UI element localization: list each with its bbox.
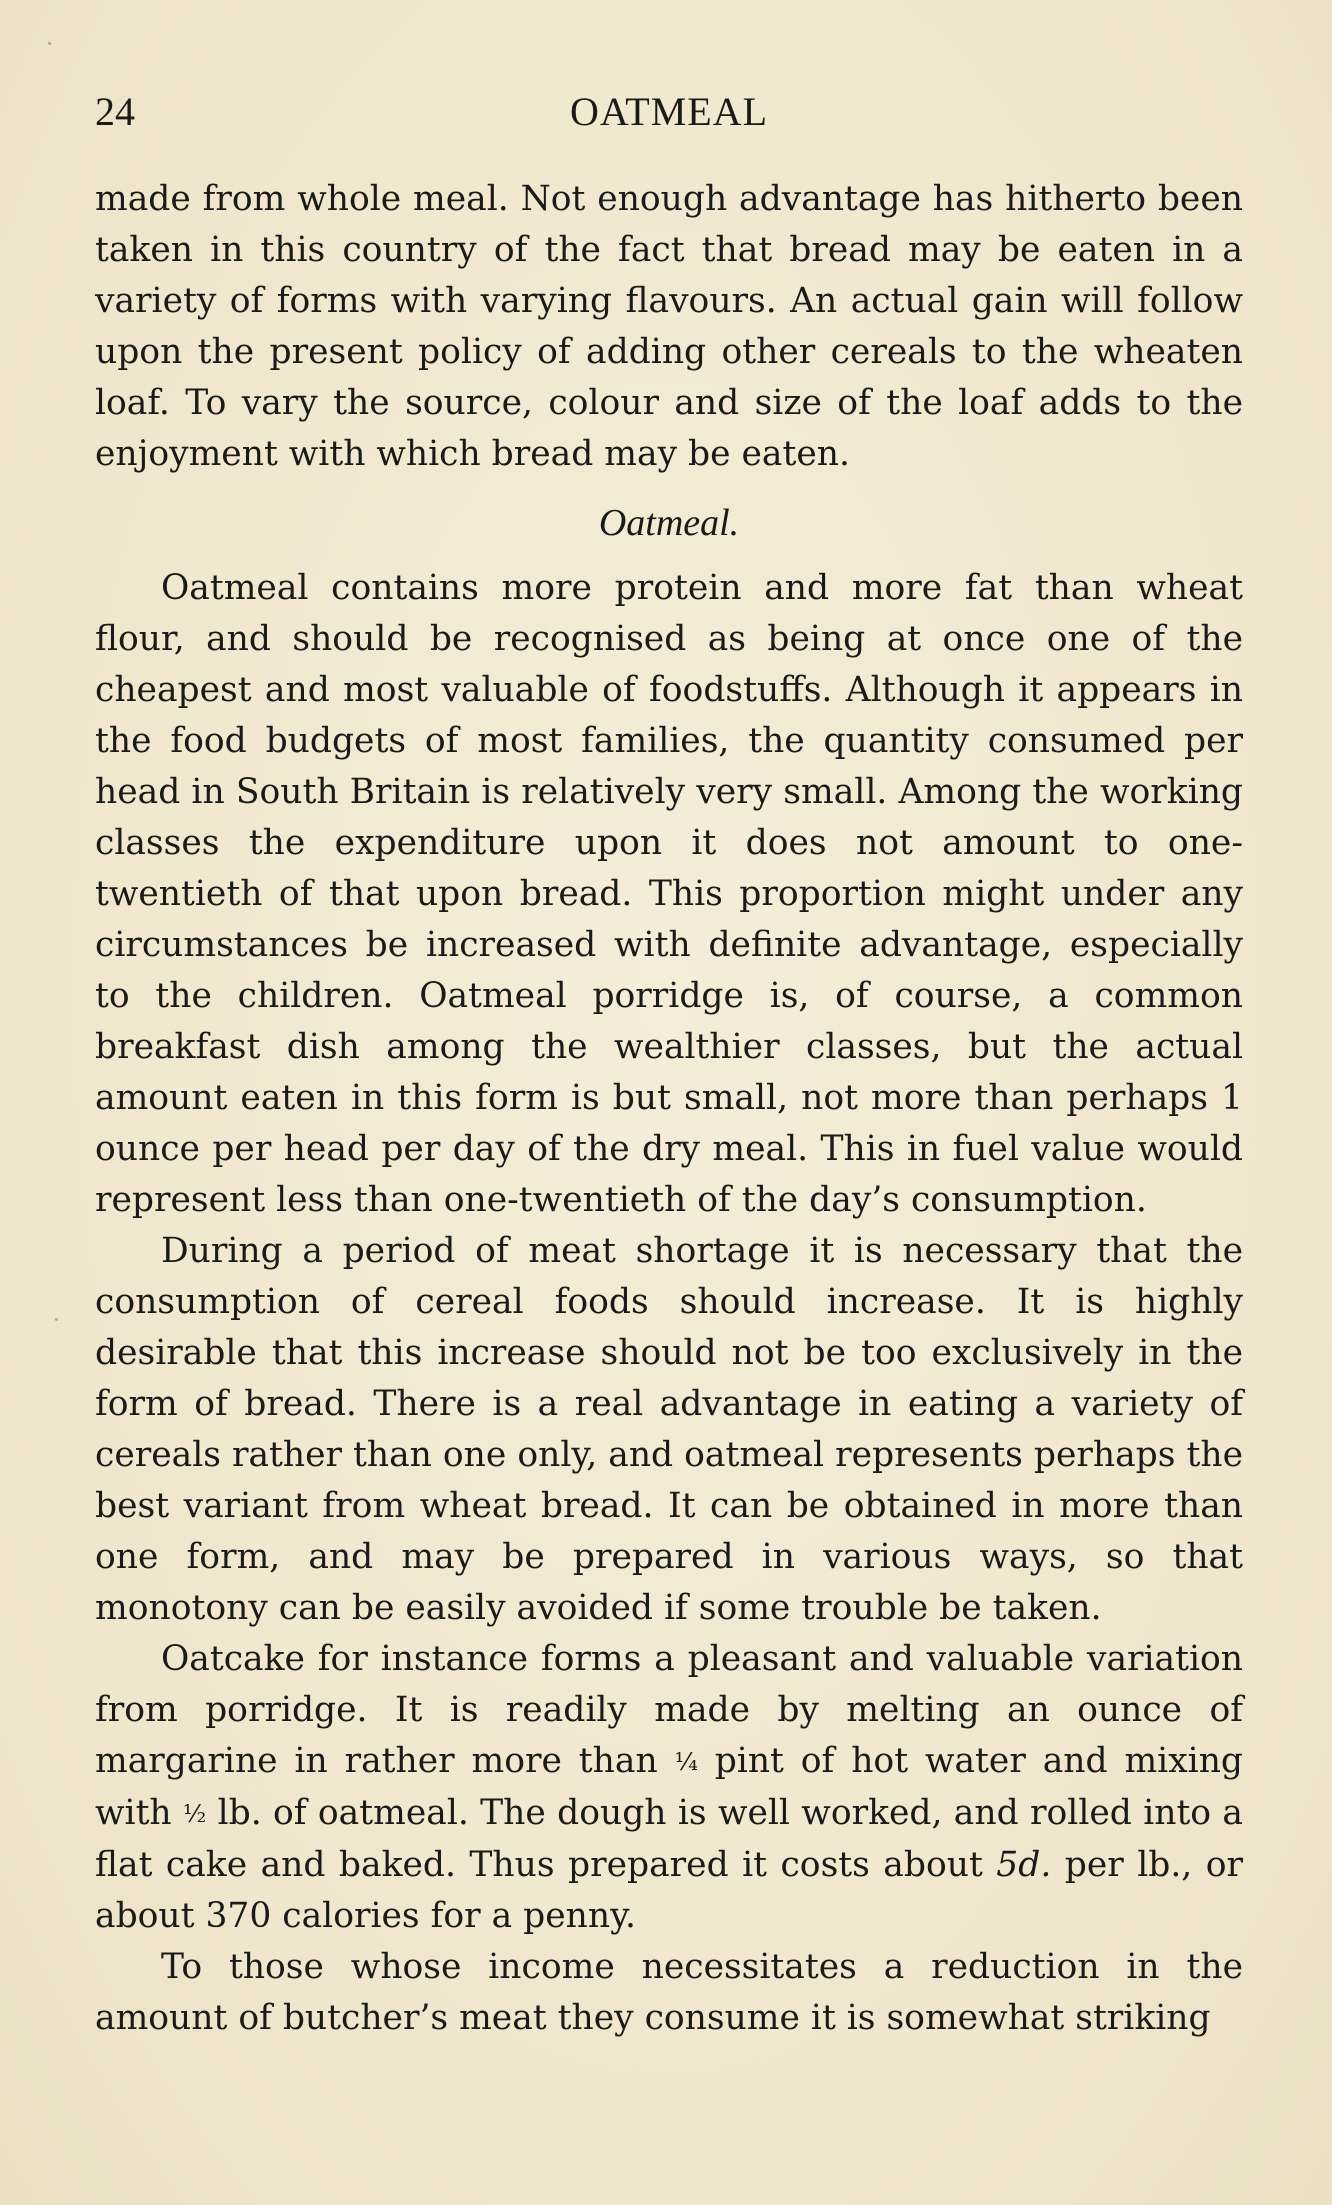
paragraph: To those whose income necessitates a reduction in the amount of butcher’s meat they consume it is somewhat striking [95, 1947, 1243, 2038]
paragraph: Oatmeal contains more protein and more fat than wheat flour, and should be recognised as being at once one of the cheapest and most valuable of foodstuffs. Although it appears in the food budgets of most families, the quantity consumed per head in South Britain is relatively very small. Among the working classes the expenditure upon it does not amount to one-twentieth of that upon bread. This proportion might under any circumstances be increased with definite advantage, especially to the children. Oatmeal porridge is, of course, a common breakfast dish among the wealthier classes, but the actual amount eaten in this form is but small, not more than perhaps 1 ounce per head per day of the dry meal. This in fuel value would represent less than one-twentieth of the day’s consumption. [95, 568, 1243, 1220]
body-text [95, 174, 1243, 2044]
paragraph-text: per lb., or about 370 calories for a penny. [95, 1845, 1243, 1936]
fraction-half: ½ [183, 1800, 207, 1828]
paragraph-text: Oatcake for instance forms a pleasant and valuable variation from porridge. It is readily made by melting an ounce of margarine in rather more than [95, 1639, 1243, 1781]
opening-paragraph: made from whole meal. Not enough advantage has hitherto been taken in this country of the fact that bread may be eaten in a variety of forms with varying flavours. An actual gain will follow upon the present policy of adding other cereals to the wheaten loaf. To vary the source, colour and size of the loaf adds to the enjoyment with which bread may be eaten. [95, 179, 1243, 474]
paragraph-text: pint of hot water and mixing with [95, 1741, 1243, 1833]
price-pence: 5d. [996, 1845, 1052, 1885]
paragraph-text: lb. of oatmeal. The dough is well worked, and rolled into a flat cake and baked. Thus prepared it costs about [95, 1793, 1243, 1885]
paper-speck [48, 42, 51, 45]
fraction-quarter: ¼ [674, 1748, 698, 1776]
paragraph: During a period of meat shortage it is necessary that the consumption of cereal foods should increase. It is highly desirable that this increase should not be too exclusively in the form of bread. There is a real advantage in eating a variety of cereals rather than one only, and oatmeal represents perhaps the best variant from wheat bread. It can be obtained in more than one form, and may be prepared in various ways, so that monotony can be easily avoided if some trouble be taken. [95, 1231, 1243, 1628]
page-header [95, 88, 1243, 138]
page-number: 24 [95, 89, 135, 134]
running-head: OATMEAL [569, 89, 769, 134]
section-heading: Oatmeal. [598, 502, 740, 544]
paragraph [95, 1634, 1243, 1942]
paper-speck [55, 1318, 58, 1321]
